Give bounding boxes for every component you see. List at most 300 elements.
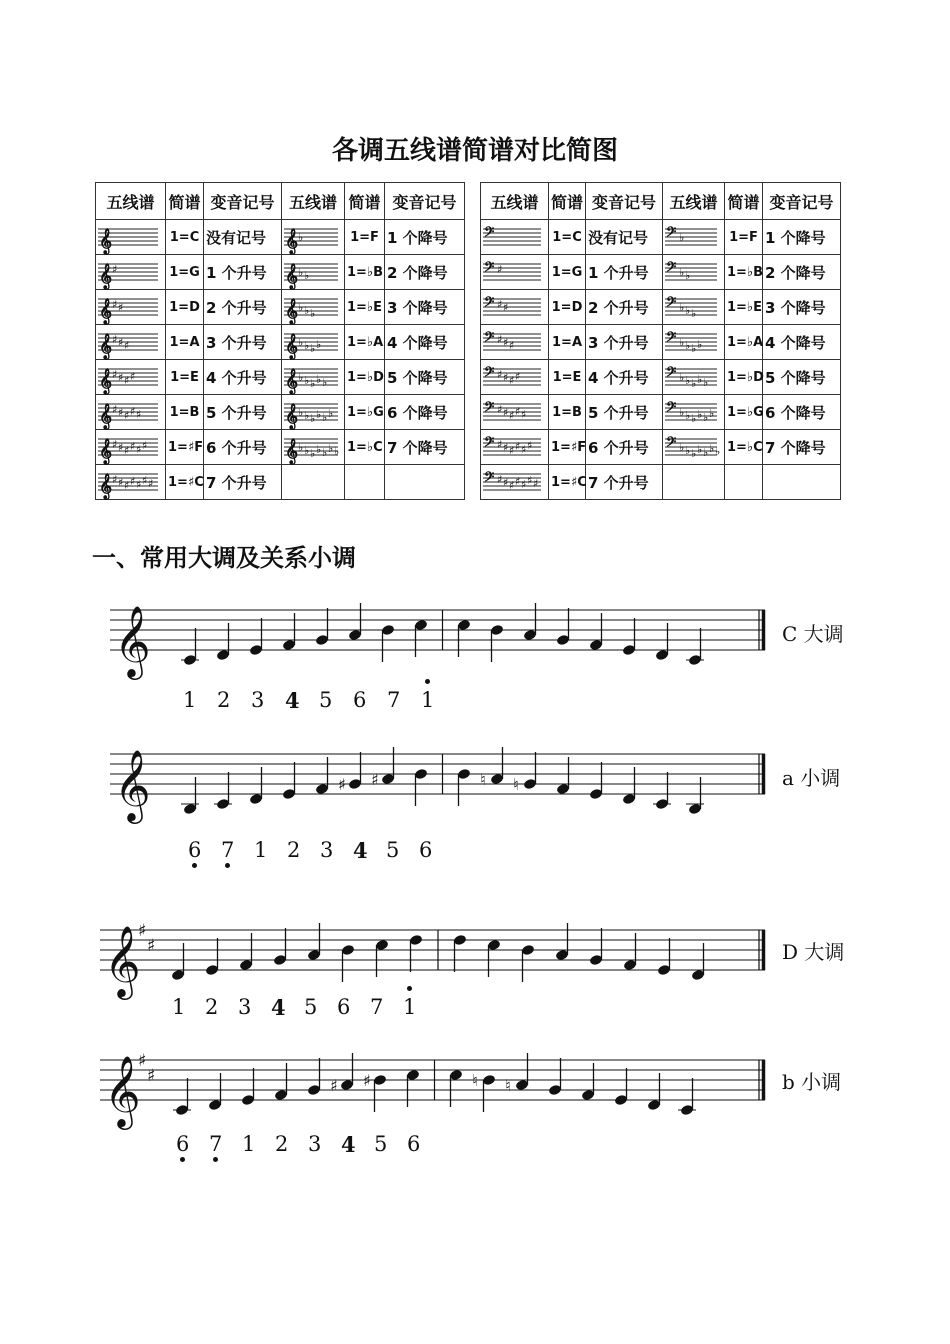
svg-text:♭: ♭ xyxy=(310,412,316,425)
svg-text:𝄢: 𝄢 xyxy=(666,364,677,383)
header-accidentals: 变音记号 xyxy=(204,183,282,220)
accidental-count-cell: 7 个降号 xyxy=(385,430,465,465)
accidental-count-cell: 4 个升号 xyxy=(586,360,663,395)
jianpu-digit-text: 1 xyxy=(183,688,197,712)
accidental-count-cell: 5 个升号 xyxy=(204,395,282,430)
svg-text:𝄞: 𝄞 xyxy=(99,369,113,394)
jianpu-digit-text: 6 xyxy=(407,1132,421,1156)
jianpu-key-cell: 1=D xyxy=(166,290,204,325)
svg-text:♭: ♭ xyxy=(304,269,310,282)
scale-staff xyxy=(110,747,765,824)
jianpu-key-cell: 1=♭E xyxy=(725,290,763,325)
svg-text:♯: ♯ xyxy=(503,336,509,349)
jianpu-digit-text: 3 xyxy=(251,688,265,712)
svg-text:𝄢: 𝄢 xyxy=(484,364,495,383)
jianpu-digit xyxy=(386,838,399,862)
svg-text:♭: ♭ xyxy=(679,301,685,314)
scale-staff xyxy=(110,603,765,680)
svg-text:♭: ♭ xyxy=(322,411,328,424)
svg-text:𝄞: 𝄞 xyxy=(99,299,113,324)
jianpu-digit-text: 6 xyxy=(337,995,351,1019)
scale-label: C 大调 xyxy=(782,622,844,646)
svg-text:♯: ♯ xyxy=(130,440,136,453)
jianpu-digit xyxy=(370,995,383,1019)
jianpu-digit xyxy=(353,838,368,863)
svg-text:♭: ♭ xyxy=(691,412,697,425)
accidental-count-cell: 3 个降号 xyxy=(763,290,841,325)
svg-text:𝄞: 𝄞 xyxy=(99,264,113,289)
accidental-count-cell: 1 个降号 xyxy=(763,220,841,255)
jianpu-digit xyxy=(209,1132,222,1156)
jianpu-digit-text: 4 xyxy=(271,995,286,1020)
jianpu-digit-text: 4 xyxy=(285,688,300,713)
svg-text:♭: ♭ xyxy=(328,407,334,420)
svg-text:♯: ♯ xyxy=(515,440,521,453)
svg-text:♭: ♭ xyxy=(304,374,310,387)
svg-text:♭: ♭ xyxy=(685,269,691,282)
svg-text:♯: ♯ xyxy=(497,368,503,381)
sharp-icon: ♯ xyxy=(138,1051,147,1071)
jianpu-key-cell: 1=C xyxy=(166,220,204,255)
header-jianpu: 简谱 xyxy=(345,183,385,220)
accidental-count-cell: 7 个升号 xyxy=(204,465,282,500)
accidental-count-cell: 6 个降号 xyxy=(385,395,465,430)
svg-text:♯: ♯ xyxy=(112,298,118,311)
jianpu-digit xyxy=(205,995,218,1019)
svg-text:♭: ♭ xyxy=(334,445,340,458)
svg-text:♯: ♯ xyxy=(112,263,118,276)
header-jianpu: 简谱 xyxy=(725,183,763,220)
jianpu-key-cell: 1=E xyxy=(166,360,204,395)
svg-text:♯: ♯ xyxy=(124,374,130,387)
jianpu-key-cell: 1=♭B xyxy=(345,255,385,290)
natural-icon: ♮ xyxy=(505,1076,511,1095)
svg-text:𝄞: 𝄞 xyxy=(285,369,299,394)
svg-text:♭: ♭ xyxy=(685,304,691,317)
svg-text:♭: ♭ xyxy=(316,373,322,386)
svg-text:♭: ♭ xyxy=(679,441,685,454)
svg-text:♯: ♯ xyxy=(503,406,509,419)
jianpu-digit xyxy=(341,1132,356,1157)
jianpu-digit xyxy=(221,838,234,862)
accidental-count-cell: 6 个降号 xyxy=(763,395,841,430)
svg-text:♯: ♯ xyxy=(527,474,533,487)
svg-text:♯: ♯ xyxy=(521,408,527,421)
svg-text:♯: ♯ xyxy=(509,409,515,422)
jianpu-digit xyxy=(242,1132,255,1156)
svg-text:♯: ♯ xyxy=(503,301,509,314)
svg-text:♯: ♯ xyxy=(509,339,515,352)
svg-text:♯: ♯ xyxy=(124,339,130,352)
jianpu-digit xyxy=(308,1132,321,1156)
svg-text:𝄞: 𝄞 xyxy=(99,229,113,254)
jianpu-digit-text: 7 xyxy=(221,838,235,862)
svg-text:♭: ♭ xyxy=(691,377,697,390)
jianpu-digit-text: 7 xyxy=(209,1132,223,1156)
accidental-count-cell: 4 个升号 xyxy=(204,360,282,395)
accidental-count-cell: 4 个降号 xyxy=(763,325,841,360)
svg-text:♯: ♯ xyxy=(521,443,527,456)
jianpu-key-cell: 1=D xyxy=(549,290,586,325)
accidental-count-cell: 1 个降号 xyxy=(385,220,465,255)
jianpu-digit xyxy=(407,1132,420,1156)
svg-text:♭: ♭ xyxy=(298,301,304,314)
jianpu-digit xyxy=(217,688,230,712)
jianpu-digit xyxy=(421,688,434,712)
natural-icon: ♮ xyxy=(480,770,486,789)
svg-text:♭: ♭ xyxy=(310,447,316,460)
svg-text:♯: ♯ xyxy=(515,405,521,418)
jianpu-digit-text: 3 xyxy=(308,1132,322,1156)
jianpu-digit xyxy=(374,1132,387,1156)
svg-text:𝄞: 𝄞 xyxy=(285,264,299,289)
svg-text:♭: ♭ xyxy=(328,442,334,455)
accidental-count-cell: 没有记号 xyxy=(204,220,282,255)
jianpu-digit-text: 4 xyxy=(353,838,368,863)
svg-text:♭: ♭ xyxy=(691,307,697,320)
jianpu-digit-text: 5 xyxy=(374,1132,388,1156)
natural-icon: ♮ xyxy=(472,1071,478,1090)
svg-text:𝄢: 𝄢 xyxy=(484,224,495,243)
svg-text:♯: ♯ xyxy=(515,475,521,488)
sharp-icon: ♯ xyxy=(338,775,346,794)
jianpu-digit xyxy=(251,688,264,712)
accidental-count-cell: 5 个升号 xyxy=(586,395,663,430)
jianpu-key-cell: 1=♭E xyxy=(345,290,385,325)
svg-text:♯: ♯ xyxy=(503,441,509,454)
svg-text:♭: ♭ xyxy=(679,231,685,244)
jianpu-digit-text: 5 xyxy=(304,995,318,1019)
jianpu-key-cell: 1=♭C xyxy=(345,430,385,465)
scale-label: a 小调 xyxy=(782,766,841,790)
treble-clef-icon: 𝄞 xyxy=(114,604,151,677)
accidental-count-cell: 7 个降号 xyxy=(763,430,841,465)
svg-text:♯: ♯ xyxy=(118,336,124,349)
jianpu-key-cell: 1=♯F xyxy=(549,430,586,465)
svg-text:♭: ♭ xyxy=(322,376,328,389)
svg-text:𝄞: 𝄞 xyxy=(99,439,113,464)
svg-text:♭: ♭ xyxy=(679,371,685,384)
scale-staff xyxy=(100,921,765,1000)
svg-text:𝄢: 𝄢 xyxy=(666,434,677,453)
treble-clef-icon: 𝄞 xyxy=(114,748,151,821)
svg-text:♭: ♭ xyxy=(697,408,703,421)
jianpu-key-cell: 1=B xyxy=(166,395,204,430)
svg-text:♯: ♯ xyxy=(497,403,503,416)
svg-text:𝄢: 𝄢 xyxy=(666,294,677,313)
header-accidentals: 变音记号 xyxy=(763,183,841,220)
jianpu-key-cell: 1=♭G xyxy=(345,395,385,430)
jianpu-digit xyxy=(285,688,300,713)
svg-text:𝄞: 𝄞 xyxy=(285,229,299,254)
svg-text:♯: ♯ xyxy=(124,479,130,492)
page-title: 各调五线谱简谱对比简图 xyxy=(331,136,618,166)
svg-text:♭: ♭ xyxy=(691,342,697,355)
svg-text:𝄢: 𝄢 xyxy=(484,259,495,278)
svg-text:♯: ♯ xyxy=(136,478,142,491)
svg-text:♯: ♯ xyxy=(136,443,142,456)
svg-text:♭: ♭ xyxy=(298,406,304,419)
svg-text:𝄞: 𝄞 xyxy=(285,404,299,429)
svg-text:♭: ♭ xyxy=(679,266,685,279)
sharp-icon: ♯ xyxy=(138,921,147,941)
svg-text:♯: ♯ xyxy=(497,438,503,451)
svg-text:♭: ♭ xyxy=(322,446,328,459)
jianpu-digit-text: 6 xyxy=(176,1132,190,1156)
header-staff: 五线谱 xyxy=(282,183,345,220)
jianpu-digit-text: 1 xyxy=(254,838,268,862)
jianpu-key-cell: 1=♯C xyxy=(166,465,204,500)
svg-text:♭: ♭ xyxy=(316,408,322,421)
accidental-count-cell: 2 个降号 xyxy=(763,255,841,290)
treble-clef-icon: 𝄞 xyxy=(104,1054,141,1127)
jianpu-key-cell: 1=♭G xyxy=(725,395,763,430)
svg-text:♯: ♯ xyxy=(112,333,118,346)
svg-text:♯: ♯ xyxy=(112,438,118,451)
svg-text:♯: ♯ xyxy=(112,473,118,486)
header-staff: 五线谱 xyxy=(96,183,166,220)
jianpu-digit xyxy=(320,838,333,862)
section-heading: 一、常用大调及关系小调 xyxy=(92,543,356,572)
svg-text:♭: ♭ xyxy=(715,445,721,458)
jianpu-digit-text: 1 xyxy=(403,995,417,1019)
scale-staff xyxy=(100,1051,765,1130)
jianpu-key-cell: 1=A xyxy=(549,325,586,360)
svg-text:𝄢: 𝄢 xyxy=(666,259,677,278)
svg-text:♭: ♭ xyxy=(703,446,709,459)
svg-text:♯: ♯ xyxy=(118,301,124,314)
jianpu-digit-text: 5 xyxy=(386,838,400,862)
accidental-count-cell: 2 个降号 xyxy=(385,255,465,290)
svg-text:♭: ♭ xyxy=(298,336,304,349)
natural-icon: ♮ xyxy=(513,775,519,794)
svg-text:♭: ♭ xyxy=(685,339,691,352)
jianpu-digit xyxy=(353,688,366,712)
sharp-icon: ♯ xyxy=(371,770,379,789)
svg-text:♭: ♭ xyxy=(298,441,304,454)
sharp-icon: ♯ xyxy=(363,1071,371,1090)
svg-text:♯: ♯ xyxy=(130,475,136,488)
jianpu-digit-text: 6 xyxy=(353,688,367,712)
svg-text:♭: ♭ xyxy=(304,339,310,352)
jianpu-digit xyxy=(238,995,251,1019)
jianpu-key-cell: 1=F xyxy=(725,220,763,255)
accidental-count-cell: 没有记号 xyxy=(586,220,663,255)
svg-text:♯: ♯ xyxy=(130,370,136,383)
jianpu-key-cell: 1=C xyxy=(549,220,586,255)
svg-text:𝄢: 𝄢 xyxy=(666,329,677,348)
jianpu-key-cell: 1=♯C xyxy=(549,465,586,500)
jianpu-digit-text: 1 xyxy=(421,688,435,712)
jianpu-digit-text: 7 xyxy=(387,688,401,712)
jianpu-digit xyxy=(403,995,416,1019)
svg-text:♯: ♯ xyxy=(497,263,503,276)
jianpu-digit xyxy=(275,1132,288,1156)
accidental-count-cell: 7 个升号 xyxy=(586,465,663,500)
jianpu-digit xyxy=(172,995,185,1019)
svg-text:♯: ♯ xyxy=(142,474,148,487)
jianpu-digit-text: 5 xyxy=(319,688,333,712)
svg-text:♭: ♭ xyxy=(298,266,304,279)
svg-text:♯: ♯ xyxy=(515,370,521,383)
jianpu-digit xyxy=(304,995,317,1019)
svg-text:♭: ♭ xyxy=(304,409,310,422)
jianpu-digit xyxy=(319,688,332,712)
svg-text:♯: ♯ xyxy=(112,368,118,381)
header-staff: 五线谱 xyxy=(481,183,549,220)
svg-text:♭: ♭ xyxy=(697,338,703,351)
svg-text:𝄢: 𝄢 xyxy=(484,434,495,453)
svg-text:♭: ♭ xyxy=(679,336,685,349)
jianpu-digit-text: 1 xyxy=(242,1132,256,1156)
header-jianpu: 简谱 xyxy=(166,183,204,220)
svg-text:♯: ♯ xyxy=(112,403,118,416)
jianpu-digit xyxy=(188,838,201,862)
jianpu-key-cell: 1=♭D xyxy=(345,360,385,395)
svg-text:𝄢: 𝄢 xyxy=(666,224,677,243)
jianpu-digit xyxy=(387,688,400,712)
jianpu-digit-text: 2 xyxy=(287,838,301,862)
accidental-count-cell: 5 个降号 xyxy=(385,360,465,395)
jianpu-digit-text: 2 xyxy=(217,688,231,712)
header-accidentals: 变音记号 xyxy=(385,183,465,220)
jianpu-digit-text: 2 xyxy=(205,995,219,1019)
jianpu-digit xyxy=(337,995,350,1019)
svg-text:♯: ♯ xyxy=(521,478,527,491)
svg-text:♯: ♯ xyxy=(130,405,136,418)
svg-text:♭: ♭ xyxy=(685,444,691,457)
jianpu-key-cell: 1=A xyxy=(166,325,204,360)
svg-text:𝄢: 𝄢 xyxy=(666,399,677,418)
jianpu-key-cell: 1=E xyxy=(549,360,586,395)
svg-text:♭: ♭ xyxy=(697,373,703,386)
jianpu-digit xyxy=(254,838,267,862)
accidental-count-cell: 3 个降号 xyxy=(385,290,465,325)
svg-text:♭: ♭ xyxy=(304,444,310,457)
svg-text:𝄢: 𝄢 xyxy=(484,294,495,313)
svg-text:♯: ♯ xyxy=(118,476,124,489)
jianpu-key-cell: 1=♭D xyxy=(725,360,763,395)
svg-text:𝄞: 𝄞 xyxy=(99,334,113,359)
svg-text:♭: ♭ xyxy=(304,304,310,317)
sharp-icon: ♯ xyxy=(330,1076,338,1095)
jianpu-digit-text: 3 xyxy=(238,995,252,1019)
jianpu-digit-text: 4 xyxy=(341,1132,356,1157)
svg-text:𝄞: 𝄞 xyxy=(99,474,113,499)
svg-text:♯: ♯ xyxy=(142,439,148,452)
accidental-count-cell: 1 个升号 xyxy=(586,255,663,290)
svg-text:♭: ♭ xyxy=(310,342,316,355)
svg-text:𝄞: 𝄞 xyxy=(285,299,299,324)
jianpu-key-cell: 1=♭B xyxy=(725,255,763,290)
jianpu-digit-text: 2 xyxy=(275,1132,289,1156)
jianpu-digit-text: 6 xyxy=(188,838,202,862)
svg-text:♯: ♯ xyxy=(509,374,515,387)
svg-text:♭: ♭ xyxy=(709,442,715,455)
jianpu-key-cell: 1=♯F xyxy=(166,430,204,465)
svg-text:𝄞: 𝄞 xyxy=(285,439,299,464)
jianpu-digit xyxy=(176,1132,189,1156)
jianpu-key-cell: 1=G xyxy=(549,255,586,290)
jianpu-key-cell: 1=B xyxy=(549,395,586,430)
svg-text:♭: ♭ xyxy=(703,376,709,389)
jianpu-key-cell: 1=♭C xyxy=(725,430,763,465)
svg-text:♭: ♭ xyxy=(679,406,685,419)
svg-text:♭: ♭ xyxy=(316,338,322,351)
treble-clef-icon: 𝄞 xyxy=(104,924,141,997)
svg-text:♯: ♯ xyxy=(118,406,124,419)
jianpu-key-cell: 1=F xyxy=(345,220,385,255)
svg-text:♯: ♯ xyxy=(497,333,503,346)
jianpu-digit-text: 6 xyxy=(419,838,433,862)
accidental-count-cell: 2 个升号 xyxy=(204,290,282,325)
accidental-count-cell: 6 个升号 xyxy=(204,430,282,465)
svg-text:♯: ♯ xyxy=(503,371,509,384)
jianpu-key-cell: 1=♭A xyxy=(725,325,763,360)
svg-text:𝄢: 𝄢 xyxy=(484,399,495,418)
svg-text:♯: ♯ xyxy=(124,409,130,422)
svg-text:♭: ♭ xyxy=(310,377,316,390)
svg-text:♯: ♯ xyxy=(118,371,124,384)
svg-text:♭: ♭ xyxy=(298,371,304,384)
sharp-icon: ♯ xyxy=(147,1066,156,1086)
svg-text:♯: ♯ xyxy=(124,444,130,457)
jianpu-digit xyxy=(419,838,432,862)
accidental-count-cell: 3 个升号 xyxy=(586,325,663,360)
svg-text:♭: ♭ xyxy=(691,447,697,460)
svg-text:♯: ♯ xyxy=(148,477,154,490)
svg-text:♭: ♭ xyxy=(316,443,322,456)
accidental-count-cell: 2 个升号 xyxy=(586,290,663,325)
svg-text:♯: ♯ xyxy=(503,476,509,489)
svg-text:♯: ♯ xyxy=(533,477,539,490)
header-staff: 五线谱 xyxy=(663,183,725,220)
jianpu-digit xyxy=(271,995,286,1020)
accidental-count-cell: 6 个升号 xyxy=(586,430,663,465)
accidental-count-cell: 4 个降号 xyxy=(385,325,465,360)
jianpu-digit xyxy=(183,688,196,712)
svg-text:♭: ♭ xyxy=(310,307,316,320)
svg-text:𝄞: 𝄞 xyxy=(99,404,113,429)
svg-text:♯: ♯ xyxy=(497,473,503,486)
svg-text:♯: ♯ xyxy=(118,441,124,454)
svg-text:♯: ♯ xyxy=(509,444,515,457)
svg-text:♯: ♯ xyxy=(527,439,533,452)
svg-text:♯: ♯ xyxy=(136,408,142,421)
sharp-icon: ♯ xyxy=(147,936,156,956)
accidental-count-cell: 5 个降号 xyxy=(763,360,841,395)
header-accidentals: 变音记号 xyxy=(586,183,663,220)
svg-text:♭: ♭ xyxy=(685,409,691,422)
jianpu-digit-text: 7 xyxy=(370,995,384,1019)
svg-text:𝄞: 𝄞 xyxy=(285,334,299,359)
jianpu-digit-text: 3 xyxy=(320,838,334,862)
accidental-count-cell: 1 个升号 xyxy=(204,255,282,290)
svg-text:♭: ♭ xyxy=(298,231,304,244)
svg-text:♯: ♯ xyxy=(509,479,515,492)
svg-text:𝄢: 𝄢 xyxy=(484,469,495,488)
scale-label: D 大调 xyxy=(782,940,845,964)
svg-text:𝄢: 𝄢 xyxy=(484,329,495,348)
jianpu-digit xyxy=(287,838,300,862)
header-jianpu: 简谱 xyxy=(549,183,586,220)
jianpu-digit-text: 1 xyxy=(172,995,186,1019)
svg-text:♭: ♭ xyxy=(703,411,709,424)
svg-text:♭: ♭ xyxy=(697,443,703,456)
svg-text:♯: ♯ xyxy=(497,298,503,311)
jianpu-key-cell: 1=G xyxy=(166,255,204,290)
svg-text:♭: ♭ xyxy=(709,407,715,420)
